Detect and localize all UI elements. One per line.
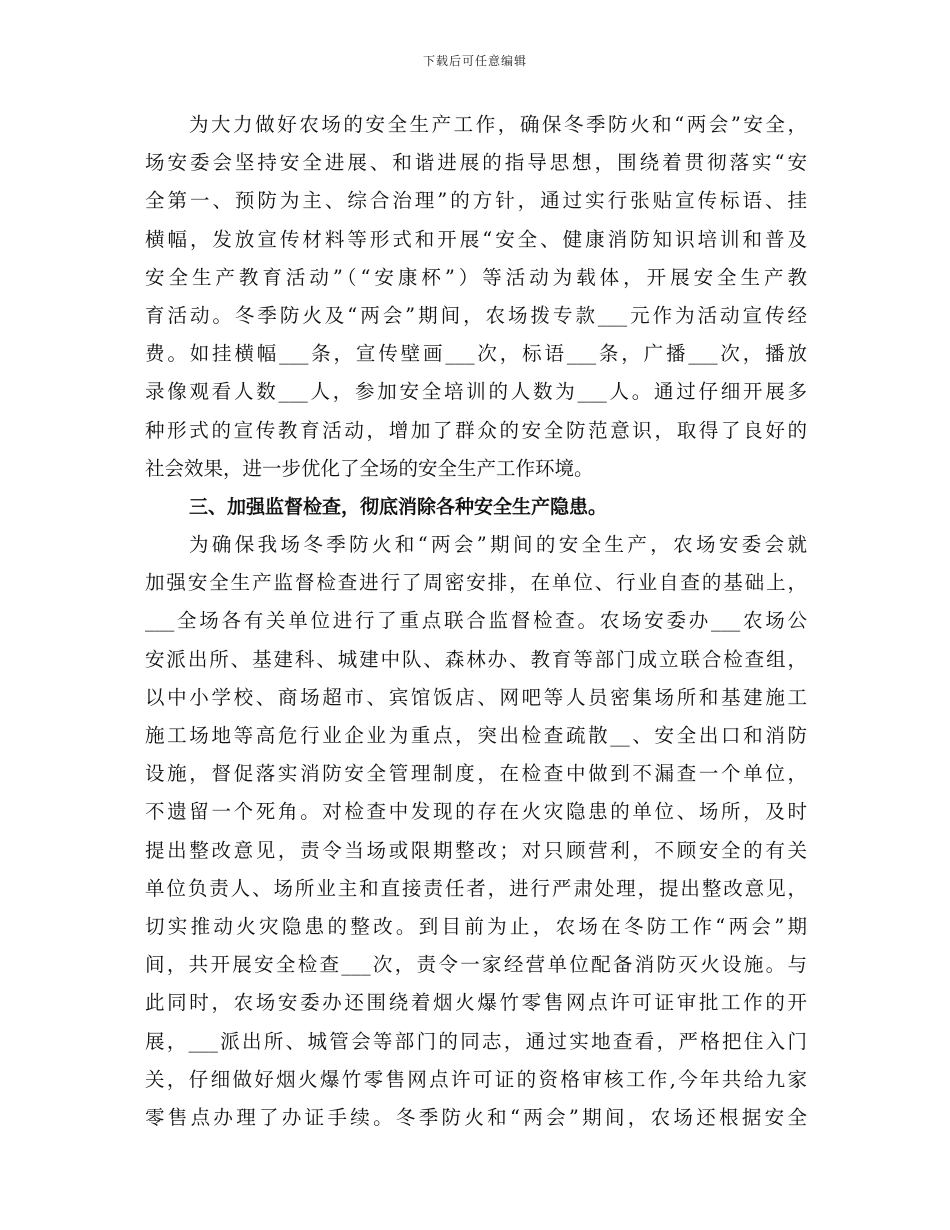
text-line: 安全生产教育活动”（“安康杯”）等活动为载体，开展安全生产教 <box>145 265 807 289</box>
text-line: 全第一、预防为主、综合治理”的方针，通过实行张贴宣传标语、挂 <box>145 189 807 213</box>
text-line: 单位负责人、场所业主和直接责任者，进行严肃处理，提出整改意见， <box>145 876 807 900</box>
text-line: 为大力做好农场的安全生产工作，确保冬季防火和“两会”安全， <box>189 113 807 136</box>
text-line: 费。如挂横幅___条，宣传壁画___次，标语___条，广播___次，播放 <box>145 342 807 366</box>
paragraph-inspection <box>145 526 807 1137</box>
text-line: 以中小学校、商场超市、宾馆饭店、网吧等人员密集场所和基建施工 <box>145 685 807 709</box>
text-line: 此同时，农场安委办还围绕着烟火爆竹零售网点许可证审批工作的开 <box>145 991 807 1015</box>
text-line: ___全场各有关单位进行了重点联合监督检查。农场安委办___农场公 <box>145 609 807 633</box>
text-line: 施工场地等高危行业企业为重点，突出检查疏散__、安全出口和消防 <box>145 724 807 747</box>
text-line: 提出整改意见，责令当场或限期整改；对只顾营利，不顾安全的有关 <box>145 838 807 862</box>
text-line: 展，___派出所、城管会等部门的同志，通过实地查看，严格把住入门 <box>145 1029 807 1053</box>
text-line: 设施，督促落实消防安全管理制度，在检查中做到不漏查一个单位， <box>145 762 807 786</box>
text-line: 零售点办理了办证手续。冬季防火和“两会”期间，农场还根据安全 <box>145 1105 807 1129</box>
document-body <box>145 106 807 1137</box>
text-line: 关，仔细做好烟火爆竹零售网点许可证的资格审核工作,今年共给九家 <box>145 1067 807 1091</box>
text-line: 横幅，发放宣传材料等形式和开展“安全、健康消防知识培训和普及 <box>145 227 807 251</box>
text-line: 不遗留一个死角。对检查中发现的存在火灾隐患的单位、场所，及时 <box>145 800 807 824</box>
text-line: 育活动。冬季防火及“两会”期间，农场拨专款___元作为活动宣传经 <box>145 303 807 327</box>
section-heading: 三、加强监督检查，彻底消除各种安全生产隐患。 <box>189 495 608 518</box>
text-line: 间，共开展安全检查___次，责令一家经营单位配备消防灭火设施。与 <box>145 953 807 977</box>
text-line: 切实推动火灾隐患的整改。到目前为止，农场在冬防工作“两会”期 <box>145 914 807 938</box>
text-line: 录像观看人数___人，参加安全培训的人数为___人。通过仔细开展多 <box>145 380 807 404</box>
text-line: 社会效果，进一步优化了全场的安全生产工作环境。 <box>145 456 594 480</box>
paragraph-publicity <box>145 106 807 488</box>
page-header: 下载后可任意编辑 <box>422 54 527 68</box>
text-line: 种形式的宣传教育活动，增加了群众的安全防范意识，取得了良好的 <box>145 418 807 442</box>
text-line: 加强安全生产监督检查进行了周密安排，在单位、行业自查的基础上， <box>145 571 807 595</box>
text-line: 为确保我场冬季防火和“两会”期间的安全生产，农场安委会就 <box>189 533 807 557</box>
text-line: 安派出所、基建科、城建中队、森林办、教育等部门成立联合检查组， <box>145 647 807 671</box>
text-line: 场安委会坚持安全进展、和谐进展的指导思想，围绕着贯彻落实“安 <box>145 151 807 175</box>
